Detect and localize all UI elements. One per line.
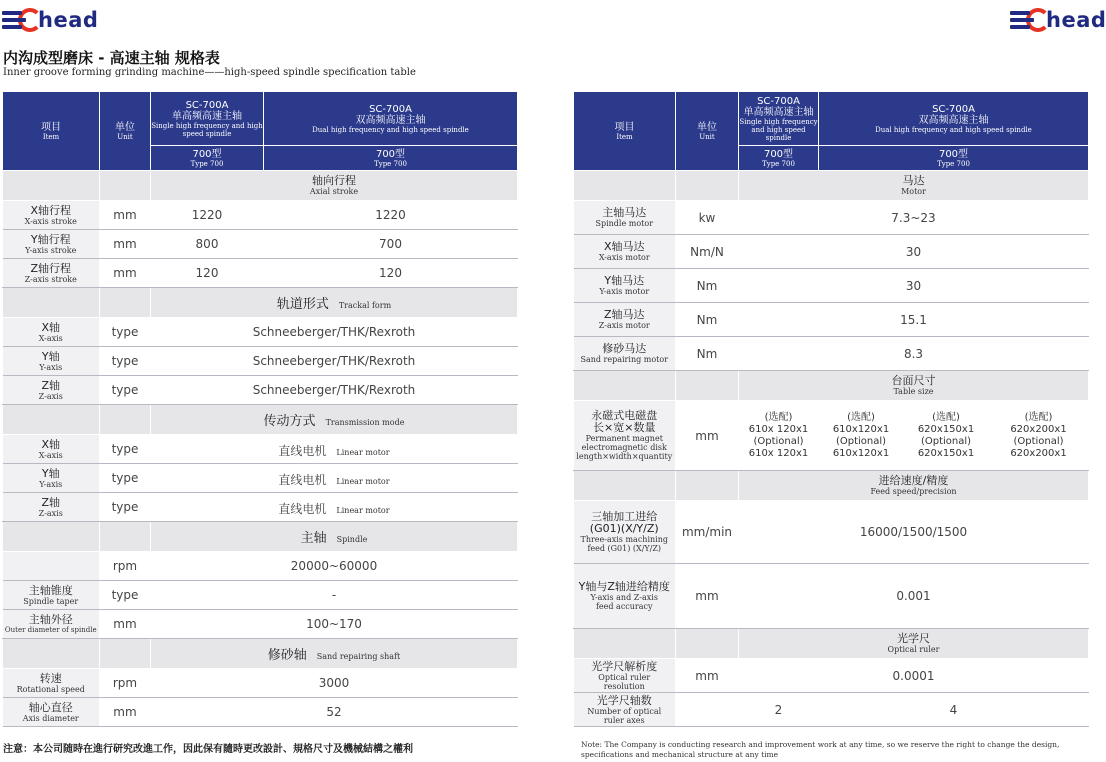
page-subtitle: Inner groove forming grinding machine——high-speed spindle specification table (3, 67, 416, 78)
table-row: 修砂马达 Sand repairing motor Nm 8.3 (574, 337, 1089, 371)
table-row: X轴 X-axis type 直线电机 Linear motor (3, 435, 518, 464)
table-row: 主轴锥度 Spindle taper type - (3, 581, 518, 610)
spec-table-left (2, 91, 518, 727)
table-row: 光学尺轴数 Number of optical ruler axes 2 4 (574, 693, 1089, 727)
section-table-size: 台面尺寸 Table size (574, 371, 1089, 401)
header-type1: 700型 Type 700 (151, 146, 264, 171)
header-item: 项目 Item (3, 92, 100, 171)
table-row: Z轴 Z-axis type 直线电机 Linear motor (3, 493, 518, 522)
section-spindle: 主轴 Spindle (3, 522, 518, 552)
section-optical: 光学尺 Optical ruler (574, 629, 1089, 659)
header-type2: 700型 Type 700 (264, 146, 518, 171)
table-row: 转速 Rotational speed rpm 3000 (3, 669, 518, 698)
table-row: X轴 X-axis type Schneeberger/THK/Rexroth (3, 318, 518, 347)
logo-stripes-icon (2, 11, 26, 29)
spec-table-right (573, 91, 1089, 727)
logo-wordmark: head (1046, 8, 1106, 32)
header-model1: SC-700A 单高频高速主轴 Single high frequency and high speed spindle (151, 92, 264, 146)
table-row: Y轴与Z轴进给精度 Y-axis and Z-axis feed accuracy mm 0.001 (574, 564, 1089, 629)
table-row: Y轴马达 Y-axis motor Nm 30 (574, 269, 1089, 303)
table-row: rpm 20000~60000 (3, 552, 518, 581)
header-unit: 单位 Unit (676, 92, 739, 171)
table-row: Y轴 Y-axis type Schneeberger/THK/Rexroth (3, 347, 518, 376)
section-track-form: 轨道形式 Trackal form (3, 288, 518, 318)
disclaimer-en: Note: The Company is conducting research and improvement work at any time, so we reserve the right to change the design, specifications and mechanical structure at any time (581, 740, 1060, 759)
section-transmission: 传动方式 Transmission mode (3, 405, 518, 435)
header-type2: 700型 Type 700 (819, 146, 1089, 171)
table-row: 轴心直径 Axis diameter mm 52 (3, 698, 518, 727)
brand-logo-left (2, 8, 98, 32)
header-model2: SC-700A 双高频高速主轴 Dual high frequency and high speed spindle (264, 92, 518, 146)
header-model1: SC-700A 单高频高速主轴 Single high frequency and high speed spindle (739, 92, 819, 146)
table-row: X轴马达 X-axis motor Nm/N 30 (574, 235, 1089, 269)
header-model2: SC-700A 双高频高速主轴 Dual high frequency and high speed spindle (819, 92, 1089, 146)
table-row: Z轴行程 Z-axis stroke mm 120 120 (3, 259, 518, 288)
disclaimer-cn: 注意：本公司随時在進行研究改進工作，因此保有隨時更改設計、規格尺寸及機械結構之權利 (3, 744, 413, 755)
brand-logo-right (1010, 8, 1106, 32)
table-row: 主轴马达 Spindle motor kw 7.3~23 (574, 201, 1089, 235)
table-row: X轴行程 X-axis stroke mm 1220 1220 (3, 201, 518, 230)
table-row: Z轴 Z-axis type Schneeberger/THK/Rexroth (3, 376, 518, 405)
logo-stripes-icon (1010, 11, 1034, 29)
section-motor: 马达 Motor (574, 171, 1089, 201)
table-row: 三轴加工进给 (G01)(X/Y/Z) Three-axis machining feed (G01) (X/Y/Z) mm/min 16000/1500/1500 (574, 501, 1089, 564)
table-row: 光学尺解析度 Optical ruler resolution mm 0.0001 (574, 659, 1089, 693)
section-axial-stroke: 轴向行程 Axial stroke (3, 171, 518, 201)
table-row: Y轴 Y-axis type 直线电机 Linear motor (3, 464, 518, 493)
table-row: Y轴行程 Y-axis stroke mm 800 700 (3, 230, 518, 259)
table-row: 永磁式电磁盘 长×宽×数量 Permanent magnet electromagnetic disk length×width×quantity mm (选配) 610x 120x1 (Optional) 610x 120x1 (选配) 610x120x1 (Optional) 610x120x1 (选配) 620x150x1 (Optional) 620x150x1 (选配) 620x200x1 (Optional) 620x200x1 (574, 401, 1089, 471)
section-feed: 进给速度/精度 Feed speed/precision (574, 471, 1089, 501)
page-title: 内沟成型磨床 - 高速主轴 规格表 (3, 49, 220, 67)
section-sand-shaft: 修砂轴 Sand repairing shaft (3, 639, 518, 669)
table-row: Z轴马达 Z-axis motor Nm 15.1 (574, 303, 1089, 337)
header-type1: 700型 Type 700 (739, 146, 819, 171)
header-unit: 单位 Unit (100, 92, 151, 171)
header-item: 项目 Item (574, 92, 676, 171)
logo-wordmark: head (38, 8, 99, 32)
table-row: 主轴外径 Outer diameter of spindle mm 100~170 (3, 610, 518, 639)
